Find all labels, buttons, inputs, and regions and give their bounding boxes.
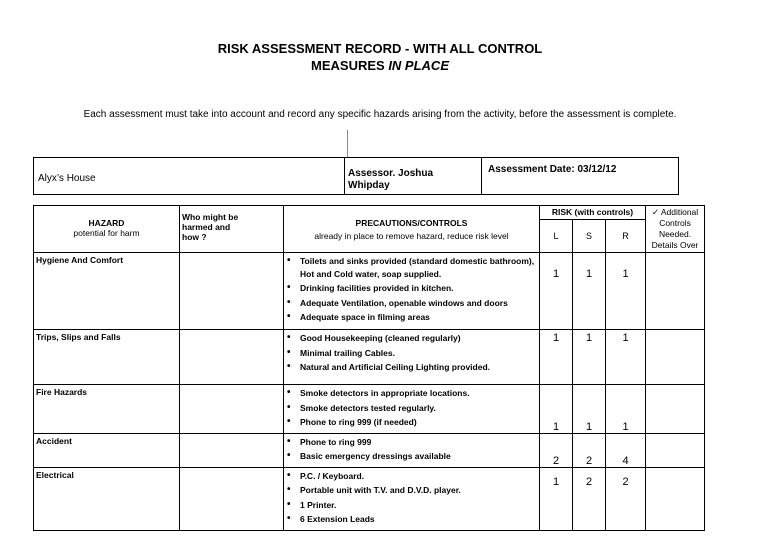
control-item: • Smoke detectors tested regularly. xyxy=(284,402,539,415)
control-item: • Toilets and sinks provided (standard domestic bathroom), Hot and Cold water, soap supplied. xyxy=(284,255,539,280)
add-header-4: Details Over xyxy=(651,240,699,250)
title-line-2b: IN PLACE xyxy=(388,58,449,73)
table-row xyxy=(34,253,705,330)
s-value: 1 xyxy=(573,330,606,385)
location-cell: Alyx’s House xyxy=(34,158,345,194)
l-value: 1 xyxy=(540,467,573,530)
who-cell xyxy=(180,467,284,530)
control-item: • Smoke detectors in appropriate locations. xyxy=(284,387,539,400)
hazard-cell: Fire Hazards xyxy=(34,385,180,434)
additional-cell xyxy=(646,385,705,434)
title-line-1: RISK ASSESSMENT RECORD - WITH ALL CONTROL xyxy=(217,41,543,56)
header-row-1 xyxy=(34,206,705,220)
precautions-header-1: PRECAUTIONS/CONTROLS xyxy=(355,218,468,228)
additional-cell xyxy=(646,467,705,530)
who-header-3: how ? xyxy=(182,232,207,242)
hazard-header-2: potential for harm xyxy=(73,228,140,238)
l-value: 2 xyxy=(540,433,573,467)
hazard-cell: Electrical xyxy=(34,467,180,530)
who-cell xyxy=(180,433,284,467)
control-item: • Good Housekeeping (cleaned regularly) xyxy=(284,332,539,345)
controls-cell xyxy=(284,385,540,434)
divider-line xyxy=(347,130,348,157)
title-line-2 xyxy=(150,57,610,74)
r-value: 1 xyxy=(606,330,646,385)
hazard-cell: Accident xyxy=(34,433,180,467)
r-value: 1 xyxy=(606,253,646,330)
who-header-1: Who might be xyxy=(182,212,239,222)
controls-cell xyxy=(284,330,540,385)
who-cell xyxy=(180,330,284,385)
document-title xyxy=(150,40,610,74)
r-header: R xyxy=(606,220,646,253)
r-value: 4 xyxy=(606,433,646,467)
assessor-line-1: Assessor. Joshua xyxy=(348,168,434,179)
r-value: 1 xyxy=(606,385,646,434)
assessor-line-2: Whipday xyxy=(348,180,390,191)
control-item: • Phone to ring 999 (if needed) xyxy=(284,416,539,429)
intro-text: Each assessment must take into account and record any specific hazards arising from the activity, before the assessment is complete. xyxy=(83,109,677,120)
additional-cell xyxy=(646,253,705,330)
who-header xyxy=(180,206,284,253)
control-item: • Minimal trailing Cables. xyxy=(284,347,539,360)
controls-cell xyxy=(284,253,540,330)
precautions-header-2: already in place to remove hazard, reduce risk level xyxy=(314,231,509,241)
l-value: 1 xyxy=(540,253,573,330)
controls-cell xyxy=(284,467,540,530)
control-item: • 6 Extension Leads xyxy=(284,513,539,526)
s-value: 1 xyxy=(573,385,606,434)
control-item: • Drinking facilities provided in kitchen. xyxy=(284,282,539,295)
assessment-date-cell: Assessment Date: 03/12/12 xyxy=(488,164,617,175)
control-item: • P.C. / Keyboard. xyxy=(284,470,539,483)
title-line-2a: MEASURES xyxy=(311,58,389,73)
hazard-cell: Hygiene And Comfort xyxy=(34,253,180,330)
table-row xyxy=(34,433,705,467)
add-header-3: Needed. xyxy=(658,229,692,239)
additional-cell xyxy=(646,433,705,467)
control-item: • Adequate space in filming areas xyxy=(284,311,539,324)
risk-table xyxy=(33,205,705,531)
info-box xyxy=(33,157,679,195)
assessor-cell xyxy=(345,158,482,194)
l-header: L xyxy=(540,220,573,253)
l-value: 1 xyxy=(540,330,573,385)
additional-controls-header xyxy=(646,206,705,253)
precautions-header xyxy=(284,206,540,253)
l-value: 1 xyxy=(540,385,573,434)
risk-header: RISK (with controls) xyxy=(540,206,646,220)
add-header-2: Controls xyxy=(659,218,691,228)
hazard-cell: Trips, Slips and Falls xyxy=(34,330,180,385)
control-item: • Basic emergency dressings available xyxy=(284,450,539,463)
controls-cell xyxy=(284,433,540,467)
control-item: • Natural and Artificial Ceiling Lighting provided. xyxy=(284,361,539,374)
table-row xyxy=(34,330,705,385)
hazard-header xyxy=(34,206,180,253)
table-row xyxy=(34,385,705,434)
control-item: • 1 Printer. xyxy=(284,499,539,512)
s-value: 1 xyxy=(573,253,606,330)
who-cell xyxy=(180,253,284,330)
r-value: 2 xyxy=(606,467,646,530)
hazard-header-1: HAZARD xyxy=(88,218,125,228)
control-item: • Phone to ring 999 xyxy=(284,436,539,449)
control-item: • Portable unit with T.V. and D.V.D. player. xyxy=(284,484,539,497)
table-row xyxy=(34,467,705,530)
s-value: 2 xyxy=(573,467,606,530)
s-value: 2 xyxy=(573,433,606,467)
who-cell xyxy=(180,385,284,434)
add-header-1: ✓ Additional xyxy=(651,207,699,217)
control-item: • Adequate Ventilation, openable windows and doors xyxy=(284,297,539,310)
who-header-2: harmed and xyxy=(182,222,231,232)
s-header: S xyxy=(573,220,606,253)
additional-cell xyxy=(646,330,705,385)
